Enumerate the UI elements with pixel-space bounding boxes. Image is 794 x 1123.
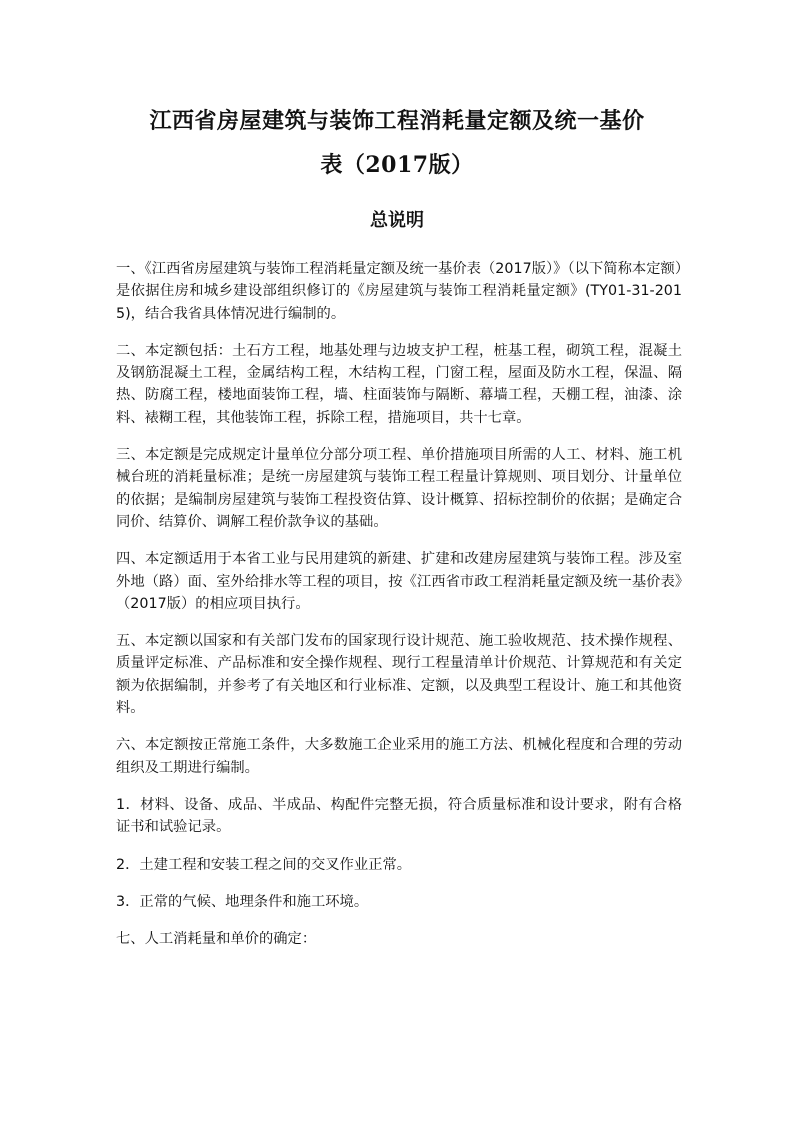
document-title-line-2: 表（2017版） <box>320 152 474 178</box>
document-title-line-1: 江西省房屋建筑与装饰工程消耗量定额及统一基价 <box>149 108 645 134</box>
list-item-3: 3．正常的气候、地理条件和施工环境。 <box>116 893 369 910</box>
document-body <box>116 258 682 965</box>
paragraph-5: 五、本定额以国家和有关部门发布的国家现行设计规范、施工验收规范、技术操作规程、质量评定标准、产品标准和安全操作规程、现行工程量清单计价规范、计算规范和有关定额为依据编制，并参考了有关地区和行业标准、定额，以及典型工程设计、施工和其他资料。 <box>116 633 682 717</box>
paragraph-6: 六、本定额按正常施工条件，大多数施工企业采用的施工方法、机械化程度和合理的劳动组织及工期进行编制。 <box>116 737 682 776</box>
paragraph-7: 七、人工消耗量和单价的确定： <box>116 931 317 948</box>
paragraph-1: 一、《江西省房屋建筑与装饰工程消耗量定额及统一基价表（2017版）》（以下简称本定额）是依据住房和城乡建设部组织修订的《房屋建筑与装饰工程消耗量定额》(TY01-31-2015)，结合我省具体情况进行编制的。 <box>116 261 682 322</box>
list-item-1: 1．材料、设备、成品、半成品、构配件完整无损，符合质量标准和设计要求，附有合格证书和试验记录。 <box>116 796 682 836</box>
paragraph-2: 二、本定额包括：土石方工程，地基处理与边坡支护工程，桩基工程，砌筑工程，混凝土及钢筋混凝土工程，金属结构工程，木结构工程，门窗工程，屋面及防水工程，保温、隔热、防腐工程，楼地面装饰工程，墙、柱面装饰与隔断、幕墙工程，天棚工程，油漆、涂料、裱糊工程，其他装饰工程，拆除工程，措施项目，共十七章。 <box>116 342 682 426</box>
section-title: 总说明 <box>370 210 424 231</box>
list-item-2: 2．土建工程和安装工程之间的交叉作业正常。 <box>116 856 412 873</box>
paragraph-3: 三、本定额是完成规定计量单位分部分项工程、单价措施项目所需的人工、材料、施工机械台班的消耗量标准；是统一房屋建筑与装饰工程工程量计算规则、项目划分、计量单位的依据；是编制房屋建筑与装饰工程投资估算、设计概算、招标控制价的依据；是确定合同价、结算价、调解工程价款争议的基础。 <box>116 447 682 530</box>
paragraph-4: 四、本定额适用于本省工业与民用建筑的新建、扩建和改建房屋建筑与装饰工程。涉及室外地（路）面、室外给排水等工程的项目，按《江西省市政工程消耗量定额及统一基价表》（2017版）的相应项目执行。 <box>116 551 682 612</box>
